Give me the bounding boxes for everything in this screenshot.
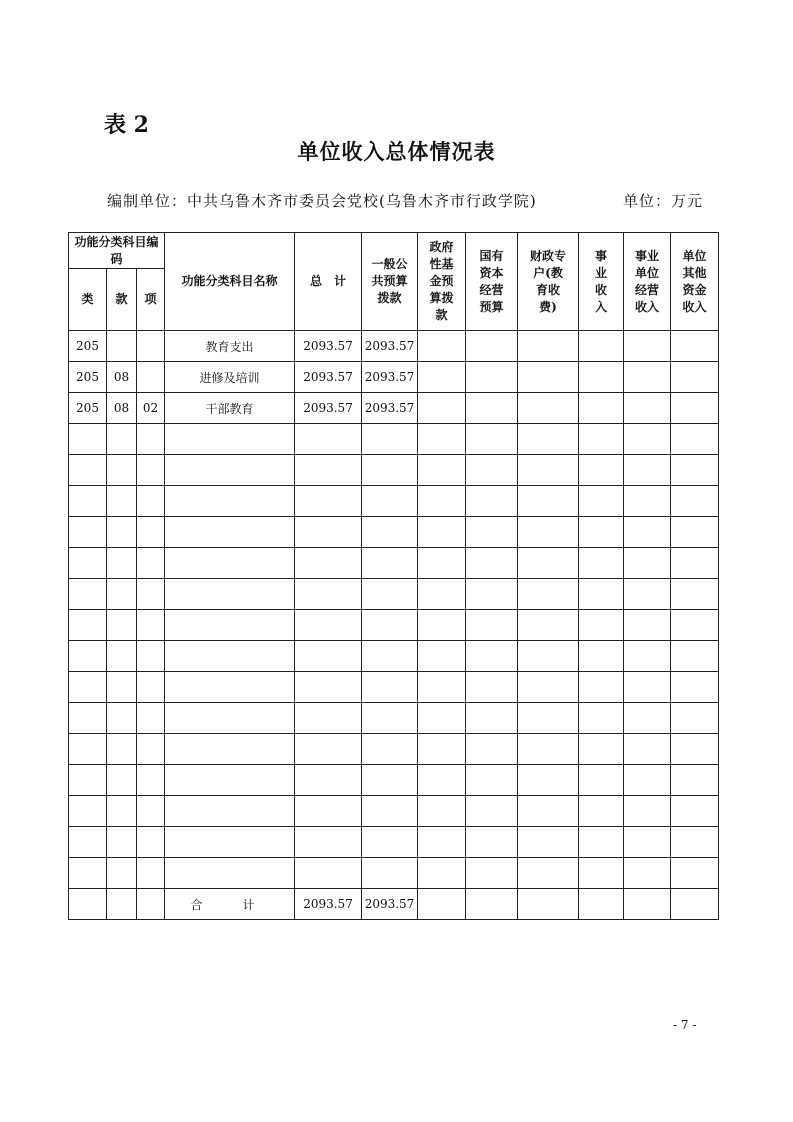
cell-empty	[295, 672, 362, 703]
cell-empty	[518, 796, 579, 827]
cell-empty	[671, 424, 719, 455]
cell-empty	[165, 641, 295, 672]
cell-empty	[165, 703, 295, 734]
cell-empty	[579, 579, 624, 610]
cell-empty	[107, 424, 137, 455]
cell-empty	[671, 331, 719, 362]
header-kuan: 款	[107, 269, 137, 331]
cell-empty	[362, 486, 418, 517]
header-operating-income: 事业单位经营收入	[624, 233, 671, 331]
cell-empty	[579, 827, 624, 858]
income-table	[68, 232, 719, 920]
cell-general: 2093.57	[362, 331, 418, 362]
cell-empty	[418, 641, 466, 672]
cell-empty	[579, 703, 624, 734]
cell-empty	[624, 703, 671, 734]
cell-empty	[137, 548, 165, 579]
cell-name: 教育支出	[165, 331, 295, 362]
cell-name: 进修及培训	[165, 362, 295, 393]
table-row-empty	[69, 858, 719, 889]
table-row-empty	[69, 703, 719, 734]
cell-empty	[295, 486, 362, 517]
cell-empty	[362, 858, 418, 889]
table-total-row	[69, 889, 719, 920]
table-row-empty	[69, 486, 719, 517]
cell-empty	[295, 517, 362, 548]
cell-empty	[518, 393, 579, 424]
table-row-empty	[69, 455, 719, 486]
cell-empty	[579, 424, 624, 455]
page-number: - 7 -	[673, 1018, 697, 1032]
cell-empty	[624, 579, 671, 610]
cell-empty	[518, 548, 579, 579]
cell-empty	[69, 610, 107, 641]
table-row-empty	[69, 548, 719, 579]
cell-empty	[671, 889, 719, 920]
cell-empty	[624, 486, 671, 517]
cell-empty	[362, 610, 418, 641]
cell-empty	[518, 827, 579, 858]
cell-empty	[137, 610, 165, 641]
cell-empty	[466, 703, 518, 734]
header-state-capital: 国有资本经营预算	[466, 233, 518, 331]
cell-empty	[418, 765, 466, 796]
cell-empty	[362, 641, 418, 672]
cell-empty	[137, 889, 165, 920]
table-row-empty	[69, 610, 719, 641]
cell-empty	[418, 362, 466, 393]
cell-empty	[165, 827, 295, 858]
cell-empty	[418, 703, 466, 734]
table-row-empty	[69, 672, 719, 703]
cell-empty	[295, 858, 362, 889]
cell-empty	[466, 672, 518, 703]
total-label: 合 计	[165, 889, 295, 920]
cell-empty	[69, 796, 107, 827]
cell-empty	[418, 579, 466, 610]
total-general: 2093.57	[362, 889, 418, 920]
table-row	[69, 331, 719, 362]
cell-empty	[579, 672, 624, 703]
cell-empty	[107, 703, 137, 734]
cell-empty	[165, 858, 295, 889]
cell-empty	[466, 517, 518, 548]
cell-empty	[624, 517, 671, 548]
cell-empty	[137, 827, 165, 858]
cell-empty	[624, 734, 671, 765]
cell-empty	[137, 703, 165, 734]
cell-name: 干部教育	[165, 393, 295, 424]
cell-empty	[624, 889, 671, 920]
cell-lei: 205	[69, 362, 107, 393]
cell-empty	[137, 579, 165, 610]
cell-empty	[165, 455, 295, 486]
cell-empty	[69, 765, 107, 796]
cell-empty	[466, 889, 518, 920]
cell-empty	[466, 579, 518, 610]
cell-empty	[165, 517, 295, 548]
table-number-label: 表 2	[104, 112, 149, 138]
cell-xiang: 02	[137, 393, 165, 424]
cell-empty	[671, 765, 719, 796]
cell-empty	[624, 548, 671, 579]
cell-empty	[518, 703, 579, 734]
cell-empty	[671, 641, 719, 672]
cell-general: 2093.57	[362, 393, 418, 424]
page-title: 单位收入总体情况表	[297, 139, 496, 164]
cell-empty	[137, 455, 165, 486]
cell-empty	[107, 858, 137, 889]
cell-empty	[107, 610, 137, 641]
cell-empty	[671, 393, 719, 424]
table-row-empty	[69, 579, 719, 610]
cell-empty	[579, 610, 624, 641]
cell-empty	[518, 672, 579, 703]
cell-empty	[579, 548, 624, 579]
cell-empty	[69, 641, 107, 672]
cell-empty	[295, 641, 362, 672]
cell-empty	[69, 734, 107, 765]
cell-empty	[418, 331, 466, 362]
cell-empty	[579, 858, 624, 889]
cell-empty	[579, 455, 624, 486]
table-row	[69, 393, 719, 424]
cell-empty	[624, 393, 671, 424]
currency-unit: 单位：万元	[623, 192, 704, 210]
cell-empty	[624, 424, 671, 455]
cell-empty	[362, 765, 418, 796]
cell-empty	[518, 889, 579, 920]
cell-empty	[69, 827, 107, 858]
cell-empty	[518, 517, 579, 548]
cell-empty	[107, 734, 137, 765]
cell-empty	[518, 455, 579, 486]
cell-empty	[137, 672, 165, 703]
cell-lei: 205	[69, 393, 107, 424]
cell-empty	[69, 858, 107, 889]
cell-empty	[137, 486, 165, 517]
cell-general: 2093.57	[362, 362, 418, 393]
cell-empty	[466, 455, 518, 486]
header-fiscal-special: 财政专户(教育收费)	[518, 233, 579, 331]
cell-empty	[671, 579, 719, 610]
cell-empty	[671, 858, 719, 889]
cell-empty	[671, 796, 719, 827]
header-general-budget: 一般公共预算拨款	[362, 233, 418, 331]
cell-empty	[107, 765, 137, 796]
cell-empty	[137, 424, 165, 455]
cell-empty	[295, 579, 362, 610]
cell-empty	[624, 641, 671, 672]
table-row-empty	[69, 796, 719, 827]
cell-empty	[466, 486, 518, 517]
cell-empty	[295, 796, 362, 827]
cell-empty	[624, 672, 671, 703]
cell-empty	[624, 858, 671, 889]
cell-empty	[362, 548, 418, 579]
cell-empty	[466, 424, 518, 455]
cell-empty	[579, 486, 624, 517]
cell-empty	[671, 703, 719, 734]
cell-empty	[671, 486, 719, 517]
cell-empty	[107, 579, 137, 610]
cell-empty	[418, 393, 466, 424]
cell-empty	[107, 889, 137, 920]
cell-empty	[624, 827, 671, 858]
cell-empty	[295, 610, 362, 641]
cell-empty	[295, 734, 362, 765]
cell-empty	[362, 734, 418, 765]
cell-empty	[671, 672, 719, 703]
cell-lei: 205	[69, 331, 107, 362]
table-row-empty	[69, 517, 719, 548]
cell-empty	[518, 734, 579, 765]
cell-empty	[362, 424, 418, 455]
cell-empty	[671, 734, 719, 765]
cell-empty	[671, 362, 719, 393]
cell-empty	[518, 610, 579, 641]
cell-empty	[466, 765, 518, 796]
cell-empty	[671, 827, 719, 858]
cell-empty	[518, 641, 579, 672]
cell-empty	[69, 672, 107, 703]
cell-empty	[137, 796, 165, 827]
cell-empty	[518, 331, 579, 362]
cell-empty	[418, 486, 466, 517]
cell-empty	[295, 765, 362, 796]
cell-empty	[165, 424, 295, 455]
cell-empty	[107, 548, 137, 579]
cell-empty	[69, 548, 107, 579]
cell-empty	[579, 734, 624, 765]
cell-empty	[579, 393, 624, 424]
cell-empty	[579, 765, 624, 796]
table-row-empty	[69, 734, 719, 765]
cell-empty	[418, 424, 466, 455]
cell-empty	[418, 889, 466, 920]
table-row-empty	[69, 424, 719, 455]
header-code-group: 功能分类科目编码	[69, 233, 165, 269]
cell-total: 2093.57	[295, 331, 362, 362]
cell-empty	[107, 672, 137, 703]
cell-kuan: 08	[107, 393, 137, 424]
cell-empty	[295, 827, 362, 858]
cell-empty	[671, 517, 719, 548]
table-row-empty	[69, 827, 719, 858]
compiling-unit: 编制单位：中共乌鲁木齐市委员会党校(乌鲁木齐市行政学院)	[107, 192, 537, 210]
table-row	[69, 362, 719, 393]
cell-empty	[418, 827, 466, 858]
cell-empty	[579, 796, 624, 827]
cell-empty	[579, 331, 624, 362]
cell-empty	[671, 548, 719, 579]
cell-empty	[295, 548, 362, 579]
cell-empty	[69, 703, 107, 734]
cell-empty	[418, 858, 466, 889]
cell-empty	[107, 486, 137, 517]
total-sum: 2093.57	[295, 889, 362, 920]
cell-empty	[107, 641, 137, 672]
cell-empty	[624, 331, 671, 362]
cell-empty	[137, 641, 165, 672]
cell-empty	[295, 455, 362, 486]
cell-empty	[362, 579, 418, 610]
cell-empty	[418, 517, 466, 548]
cell-total: 2093.57	[295, 362, 362, 393]
table-row-empty	[69, 765, 719, 796]
cell-empty	[69, 424, 107, 455]
cell-empty	[671, 455, 719, 486]
cell-empty	[295, 703, 362, 734]
cell-kuan: 08	[107, 362, 137, 393]
cell-empty	[418, 734, 466, 765]
cell-empty	[165, 734, 295, 765]
cell-empty	[165, 579, 295, 610]
cell-empty	[295, 424, 362, 455]
cell-total: 2093.57	[295, 393, 362, 424]
cell-empty	[362, 796, 418, 827]
cell-empty	[69, 517, 107, 548]
cell-empty	[579, 889, 624, 920]
cell-empty	[518, 765, 579, 796]
cell-empty	[418, 455, 466, 486]
cell-empty	[418, 548, 466, 579]
cell-empty	[362, 827, 418, 858]
cell-empty	[69, 579, 107, 610]
cell-empty	[107, 796, 137, 827]
cell-empty	[165, 548, 295, 579]
cell-empty	[466, 641, 518, 672]
cell-empty	[69, 455, 107, 486]
cell-empty	[624, 610, 671, 641]
cell-empty	[579, 517, 624, 548]
cell-empty	[362, 672, 418, 703]
header-other-income: 单位其他资金收入	[671, 233, 719, 331]
cell-empty	[165, 796, 295, 827]
cell-empty	[69, 486, 107, 517]
cell-empty	[624, 796, 671, 827]
cell-empty	[362, 703, 418, 734]
cell-empty	[518, 486, 579, 517]
cell-empty	[362, 517, 418, 548]
cell-empty	[165, 765, 295, 796]
cell-empty	[518, 579, 579, 610]
cell-empty	[466, 548, 518, 579]
cell-empty	[466, 858, 518, 889]
cell-empty	[518, 362, 579, 393]
table-row-empty	[69, 641, 719, 672]
cell-empty	[579, 641, 624, 672]
cell-empty	[466, 362, 518, 393]
cell-empty	[518, 424, 579, 455]
cell-empty	[165, 672, 295, 703]
cell-empty	[137, 734, 165, 765]
cell-empty	[624, 362, 671, 393]
cell-xiang	[137, 362, 165, 393]
cell-empty	[579, 362, 624, 393]
cell-empty	[137, 765, 165, 796]
cell-xiang	[137, 331, 165, 362]
cell-kuan	[107, 331, 137, 362]
header-gov-fund: 政府性基金预算拨款	[418, 233, 466, 331]
cell-empty	[466, 796, 518, 827]
header-lei: 类	[69, 269, 107, 331]
header-item-name: 功能分类科目名称	[165, 233, 295, 331]
cell-empty	[107, 517, 137, 548]
cell-empty	[165, 486, 295, 517]
cell-empty	[466, 331, 518, 362]
cell-empty	[165, 610, 295, 641]
cell-empty	[418, 610, 466, 641]
cell-empty	[466, 610, 518, 641]
header-total: 总 计	[295, 233, 362, 331]
cell-empty	[466, 393, 518, 424]
cell-empty	[466, 827, 518, 858]
cell-empty	[69, 889, 107, 920]
cell-empty	[518, 858, 579, 889]
cell-empty	[137, 517, 165, 548]
cell-empty	[107, 827, 137, 858]
cell-empty	[418, 672, 466, 703]
cell-empty	[107, 455, 137, 486]
header-xiang: 项	[137, 269, 165, 331]
cell-empty	[671, 610, 719, 641]
cell-empty	[137, 858, 165, 889]
header-business-income: 事业收入	[579, 233, 624, 331]
cell-empty	[624, 765, 671, 796]
cell-empty	[362, 455, 418, 486]
cell-empty	[466, 734, 518, 765]
cell-empty	[624, 455, 671, 486]
cell-empty	[418, 796, 466, 827]
